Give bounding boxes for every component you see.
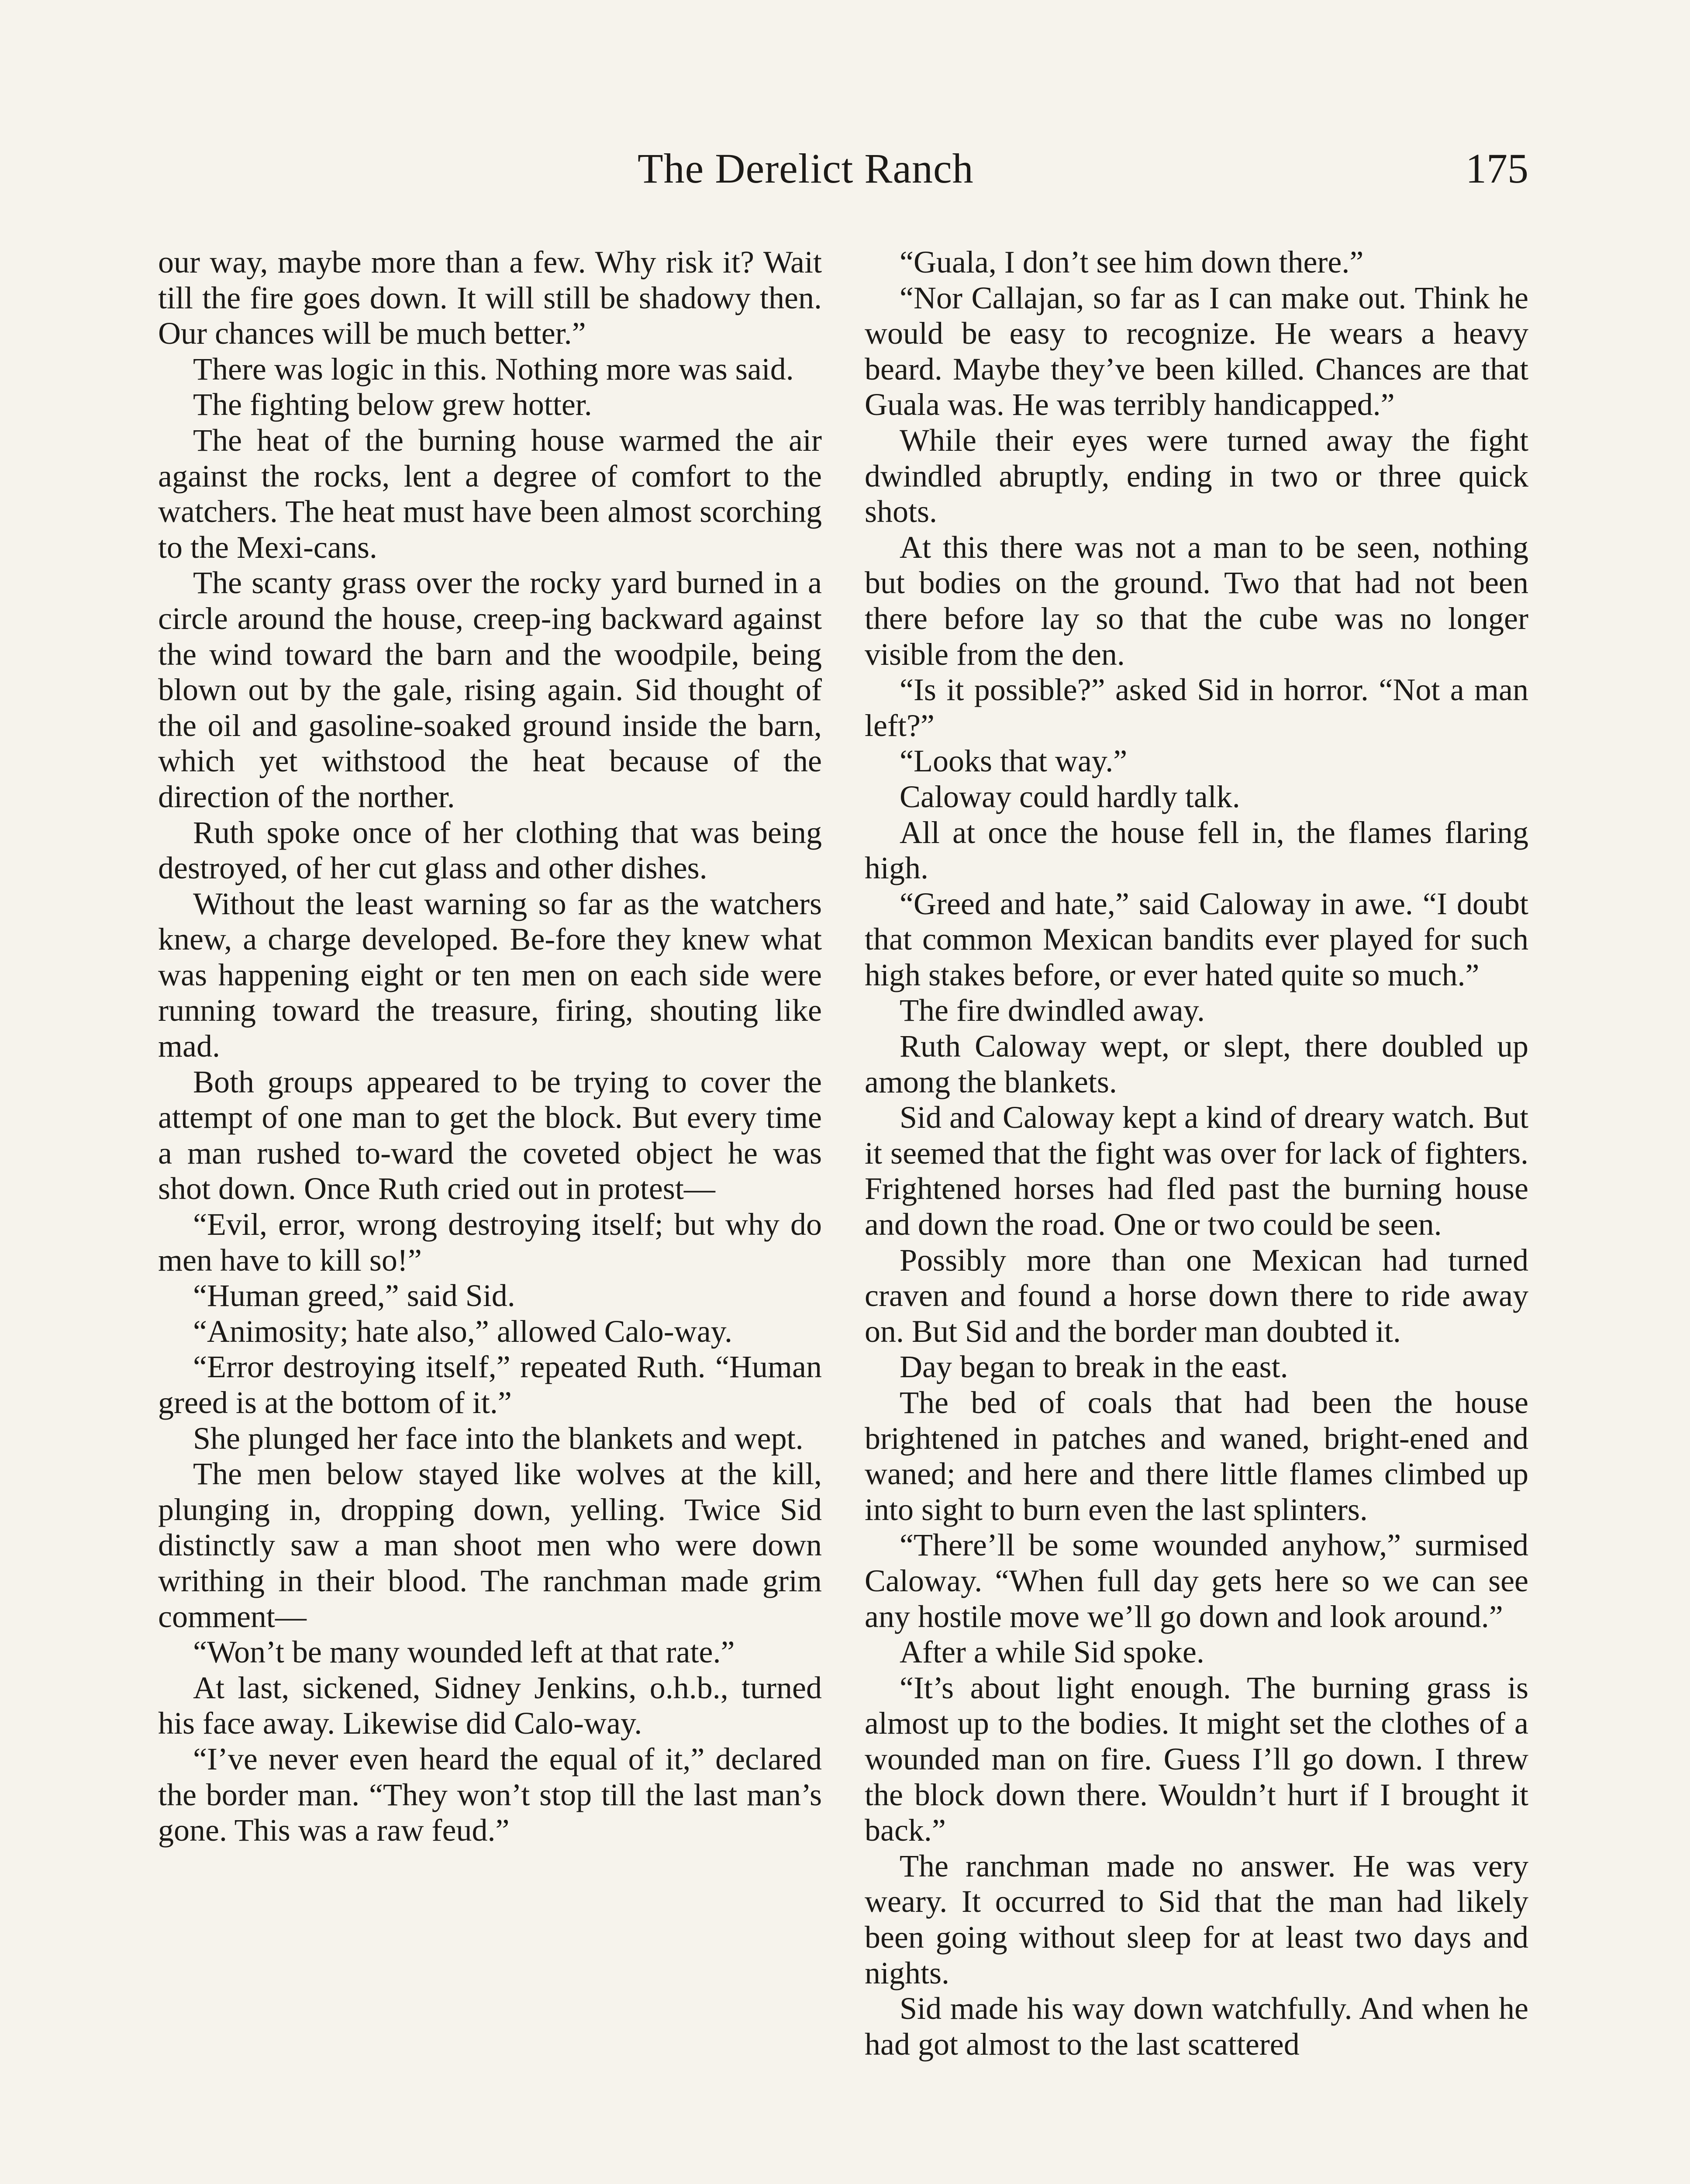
paragraph: While their eyes were turned away the fight dwindled abruptly, ending in two or three quick shots. [865,422,1528,529]
paragraph: Possibly more than one Mexican had turned craven and found a horse down there to ride away on. But Sid and the border man doubted it. [865,1242,1528,1349]
paragraph: “Guala, I don’t see him down there.” [900,245,1364,280]
paragraph: At last, sickened, Sidney Jenkins, o.h.b., turned his face away. Likewise did Calo-way. [158,1670,822,1741]
paragraph: The fighting below grew hotter. [193,387,592,422]
paragraph: The heat of the burning house warmed the air against the rocks, lent a degree of comfort to the watchers. The heat must have been almost scorching to the Mexi-cans. [158,422,822,565]
running-header [157,144,1528,205]
paragraph: Without the least warning so far as the watchers knew, a charge developed. Be-fore they knew what was happening eight or ten men on each side were running toward the treasure, firing, shouting like mad. [158,886,822,1064]
paragraph: Ruth Caloway wept, or slept, there doubled up among the blankets. [865,1029,1528,1099]
paragraph: There was logic in this. Nothing more was said. [193,351,794,387]
paragraph: At this there was not a man to be seen, nothing but bodies on the ground. Two that had not been there before lay so that the cube was no longer visible from the den. [865,529,1528,672]
paragraph: Caloway could hardly talk. [900,779,1240,814]
paragraph: After a while Sid spoke. [900,1635,1204,1670]
paragraph: Ruth spoke once of her clothing that was being destroyed, of her cut glass and other dishes. [158,815,822,886]
paragraph: The fire dwindled away. [900,993,1205,1028]
paragraph: “Human greed,” said Sid. [193,1278,515,1313]
paragraph: “It’s about light enough. The burning grass is almost up to the bodies. It might set the clothes of a wounded man on fire. Guess I’ll go down. I threw the block down there. Wouldn’t hurt if I brought it back.” [865,1670,1528,1848]
paragraph: “There’ll be some wounded anyhow,” surmised Caloway. “When full day gets here so we can see any hostile move we’ll go down and look around.” [865,1527,1528,1634]
paragraph: Both groups appeared to be trying to cover the attempt of one man to get the block. But every time a man rushed to-ward the coveted object he was shot down. Once Ruth cried out in protest— [158,1064,822,1206]
paragraph: The bed of coals that had been the house brightened in patches and waned, bright-ened and waned; and here and there little flames climbed up into sight to burn even the last splinters. [865,1385,1528,1527]
paragraph: “Error destroying itself,” repeated Ruth. “Human greed is at the bottom of it.” [158,1349,822,1420]
paragraph: “Is it possible?” asked Sid in horror. “Not a man left?” [865,672,1528,743]
paragraph: Day began to break in the east. [900,1349,1288,1385]
left-text-column [158,245,822,1849]
paragraph: Sid and Caloway kept a kind of dreary watch. But it seemed that the fight was over for lack of fighters. Frightened horses had fled past the burning house and down the road. One or two could be seen. [865,1100,1528,1242]
paragraph: She plunged her face into the blankets and wept. [193,1420,804,1456]
paragraph: “Nor Callajan, so far as I can make out. Think he would be easy to recognize. He wears a heavy beard. Maybe they’ve been killed. Chances are that Guala was. He was terribly handicapped.” [865,280,1528,422]
paragraph: The scanty grass over the rocky yard burned in a circle around the house, creep-ing backward against the wind toward the barn and the woodpile, being blown out by the gale, rising again. Sid thought of the oil and gasoline-soaked ground inside the barn, which yet withstood the heat because of the direction of the norther. [158,565,822,814]
paragraph: “Won’t be many wounded left at that rate.” [193,1635,735,1670]
paragraph: “Looks that way.” [900,743,1128,779]
paragraph: “Greed and hate,” said Caloway in awe. “I doubt that common Mexican bandits ever played for such high stakes before, or ever hated quite so much.” [865,886,1528,992]
paragraph: “I’ve never even heard the equal of it,” declared the border man. “They won’t stop till the last man’s gone. This was a raw feud.” [158,1741,822,1848]
paragraph: our way, maybe more than a few. Why risk it? Wait till the fire goes down. It will still be shadowy then. Our chances will be much better.” [158,245,822,351]
paragraph: “Evil, error, wrong destroying itself; but why do men have to kill so!” [158,1207,822,1278]
paragraph: The men below stayed like wolves at the kill, plunging in, dropping down, yelling. Twice Sid distinctly saw a man shoot men who were down writhing in their blood. The ranchman made grim comment— [158,1456,822,1634]
paragraph: Sid made his way down watchfully. And when he had got almost to the last scattered [865,1991,1528,2062]
paragraph: “Animosity; hate also,” allowed Calo-way. [193,1313,733,1349]
right-text-column [865,245,1528,2062]
running-title: The Derelict Ranch [638,145,974,192]
page-number: 175 [1466,145,1528,192]
paragraph: The ranchman made no answer. He was very weary. It occurred to Sid that the man had likely been going without sleep for at least two days and nights. [865,1848,1528,1990]
paragraph: All at once the house fell in, the flames flaring high. [865,815,1528,886]
